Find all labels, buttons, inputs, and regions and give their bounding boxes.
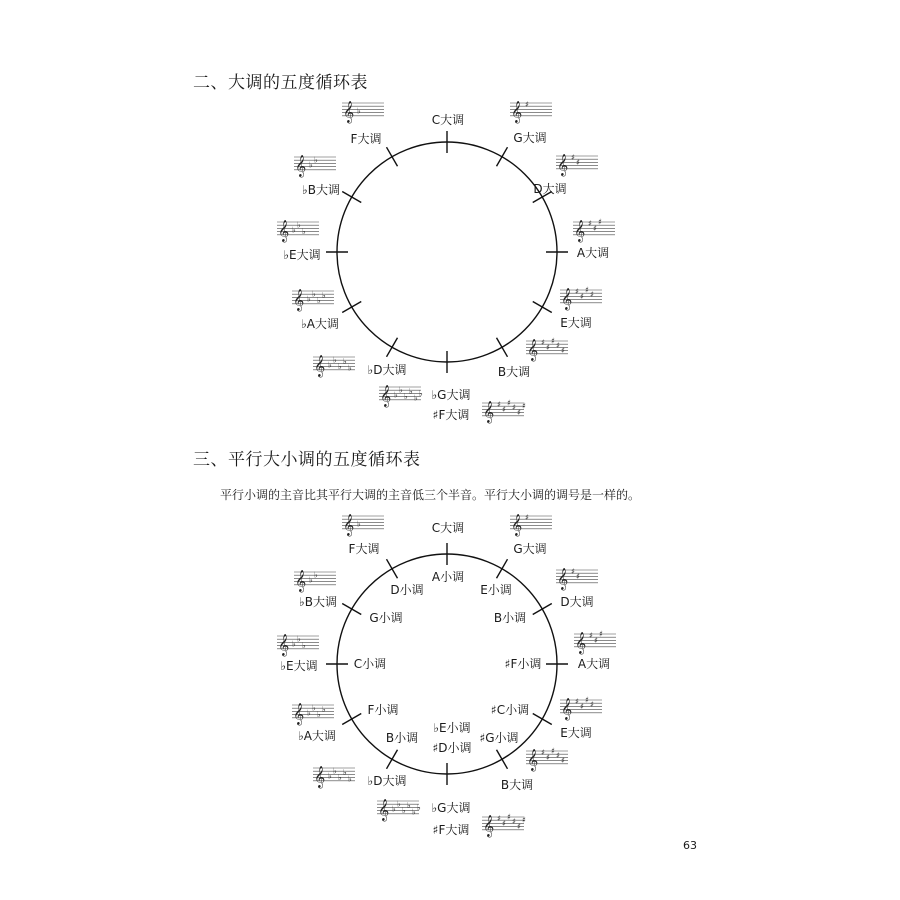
sharp-icon: ♯ [593, 223, 597, 233]
d1-key-signature-staff [313, 355, 355, 378]
d2-tick-mark [342, 604, 361, 615]
d1-major-key-label: D大调 [533, 182, 567, 196]
flat-icon: ♭ [409, 387, 413, 397]
treble-clef-icon: 𝄞 [483, 815, 495, 837]
sharp-icon: ♯ [556, 341, 560, 351]
d1-major-key-label: F大调 [350, 132, 382, 146]
d2-major-key-label: E大调 [560, 726, 592, 740]
d2-major-key-label: D大调 [560, 595, 594, 609]
section-heading-parallel-circle: 三、平行大小调的五度循环表 [193, 450, 421, 470]
treble-clef-icon: 𝄞 [314, 766, 326, 788]
sharp-icon: ♯ [598, 217, 602, 227]
sharp-icon: ♯ [576, 571, 580, 581]
d1-major-key-label: ♭B大调 [302, 183, 340, 197]
sharp-icon: ♯ [497, 400, 501, 409]
d1-major-key-label: ♯F大调 [432, 408, 470, 422]
d1-key-signature-staff [292, 289, 334, 312]
sharp-icon: ♯ [556, 751, 560, 761]
d2-minor-key-label: B小调 [493, 611, 527, 625]
sharp-icon: ♯ [580, 291, 584, 301]
d1-key-signature-staff [294, 155, 336, 178]
d2-major-key-label: F大调 [348, 542, 380, 556]
flat-icon: ♭ [333, 766, 337, 776]
treble-clef-icon: 𝄞 [575, 632, 587, 654]
flat-icon: ♭ [309, 575, 313, 585]
treble-clef-icon: 𝄞 [314, 355, 326, 377]
d2-tick-mark [387, 559, 398, 578]
sharp-icon: ♯ [525, 100, 529, 109]
sharp-icon: ♯ [561, 756, 565, 765]
flat-icon: ♭ [297, 220, 301, 230]
sharp-icon: ♯ [585, 695, 589, 705]
treble-clef-icon: 𝄞 [278, 220, 290, 242]
flat-icon: ♭ [417, 802, 421, 812]
sharp-icon: ♯ [588, 219, 592, 228]
d1-key-signature-staff [556, 153, 598, 177]
flat-icon: ♭ [402, 806, 406, 815]
d1-key-signature-staff [573, 217, 615, 243]
treble-clef-icon: 𝄞 [293, 289, 305, 311]
d2-key-signature-staff [526, 746, 568, 772]
d1-major-key-label: ♭A大调 [301, 317, 339, 331]
flat-icon: ♭ [307, 294, 311, 304]
sharp-icon: ♯ [502, 404, 506, 414]
treble-clef-icon: 𝄞 [293, 703, 305, 725]
d1-tick-mark [387, 338, 398, 357]
d2-major-key-label: C大调 [431, 521, 465, 535]
treble-clef-icon: 𝄞 [561, 698, 573, 720]
sharp-icon: ♯ [541, 748, 545, 757]
sharp-icon: ♯ [541, 338, 545, 347]
flat-icon: ♭ [302, 227, 306, 236]
sharp-icon: ♯ [507, 398, 511, 408]
flat-icon: ♭ [414, 393, 418, 403]
treble-clef-icon: 𝄞 [483, 401, 495, 423]
d2-key-signature-staff [574, 629, 616, 655]
d2-minor-key-label: ♯D小调 [432, 741, 472, 755]
d2-major-key-label: B大调 [500, 778, 534, 792]
treble-clef-icon: 𝄞 [561, 288, 573, 310]
section-heading-major-circle: 二、大调的五度循环表 [193, 73, 368, 93]
treble-clef-icon: 𝄞 [343, 514, 355, 536]
flat-icon: ♭ [412, 807, 416, 817]
sharp-icon: ♯ [522, 401, 526, 411]
flat-icon: ♭ [309, 160, 313, 170]
sharp-icon: ♯ [576, 157, 580, 167]
flat-icon: ♭ [292, 639, 296, 649]
sharp-icon: ♯ [507, 812, 511, 822]
flat-icon: ♭ [404, 392, 408, 401]
d1-tick-mark [497, 338, 508, 357]
d2-minor-key-label: A小调 [431, 570, 465, 584]
d2-major-key-label: ♭E大调 [280, 659, 318, 673]
flat-icon: ♭ [394, 390, 398, 400]
treble-clef-icon: 𝄞 [378, 799, 390, 821]
d2-major-key-label: G大调 [513, 542, 547, 556]
d1-tick-mark [497, 147, 508, 166]
sharp-icon: ♯ [551, 746, 555, 756]
d1-major-key-label: B大调 [497, 365, 531, 379]
d1-major-key-label: G大调 [513, 131, 547, 145]
flat-icon: ♭ [392, 804, 396, 814]
d2-minor-key-label: G小调 [369, 611, 403, 625]
d1-key-signature-staff [379, 385, 423, 408]
treble-clef-icon: 𝄞 [343, 101, 355, 123]
flat-icon: ♭ [314, 155, 318, 165]
d2-key-signature-staff [277, 634, 319, 657]
sharp-icon: ♯ [546, 752, 550, 762]
d1-major-key-label: ♭D大调 [367, 363, 407, 377]
d1-major-key-label: ♭E大调 [283, 248, 321, 262]
d2-minor-key-label: C小调 [353, 657, 387, 671]
flat-icon: ♭ [322, 705, 326, 715]
sharp-icon: ♯ [575, 697, 579, 706]
d1-tick-mark [342, 192, 361, 203]
flat-icon: ♭ [338, 362, 342, 371]
treble-clef-icon: 𝄞 [557, 154, 569, 176]
d2-minor-key-label: ♭E小调 [433, 721, 471, 735]
d2-minor-key-label: F小调 [367, 703, 399, 717]
flat-icon: ♭ [312, 703, 316, 713]
flat-icon: ♭ [302, 641, 306, 650]
d2-major-key-label: ♭B大调 [299, 595, 337, 609]
treble-clef-icon: 𝄞 [278, 634, 290, 656]
sharp-icon: ♯ [589, 631, 593, 640]
flat-icon: ♭ [328, 360, 332, 370]
sharp-icon: ♯ [502, 818, 506, 828]
d1-key-signature-staff [560, 285, 602, 311]
d1-circle-outline [337, 142, 557, 362]
d1-key-signature-staff [277, 220, 319, 243]
d2-key-signature-staff [482, 812, 526, 838]
sharp-icon: ♯ [517, 822, 521, 831]
sharp-icon: ♯ [571, 153, 575, 162]
d1-tick-mark [533, 302, 552, 313]
d2-minor-key-label: ♯C小调 [490, 703, 530, 717]
d1-key-signature-staff [510, 100, 552, 124]
sharp-icon: ♯ [546, 342, 550, 352]
sharp-icon: ♯ [594, 635, 598, 645]
d1-major-key-label: E大调 [560, 316, 592, 330]
flat-icon: ♭ [407, 801, 411, 811]
flat-icon: ♭ [348, 363, 352, 373]
d1-major-key-label: C大调 [431, 113, 465, 127]
d2-major-key-label: ♭D大调 [367, 774, 407, 788]
d2-minor-key-label: ♯F小调 [504, 657, 542, 671]
flat-icon: ♭ [397, 799, 401, 809]
sharp-icon: ♯ [522, 815, 526, 825]
flat-icon: ♭ [343, 768, 347, 778]
d2-tick-mark [533, 604, 552, 615]
flat-icon: ♭ [307, 708, 311, 718]
flat-icon: ♭ [399, 385, 403, 395]
d2-key-signature-staff [556, 567, 598, 591]
flat-icon: ♭ [343, 357, 347, 367]
d2-tick-mark [497, 559, 508, 578]
flat-icon: ♭ [357, 519, 361, 529]
flat-icon: ♭ [312, 289, 316, 299]
d2-key-signature-staff [292, 703, 334, 726]
flat-icon: ♭ [357, 106, 361, 116]
flat-icon: ♭ [333, 355, 337, 365]
d2-minor-key-label: D小调 [390, 583, 424, 597]
treble-clef-icon: 𝄞 [295, 155, 307, 177]
d1-tick-mark [387, 147, 398, 166]
d2-key-signature-staff [377, 799, 421, 822]
flat-icon: ♭ [322, 291, 326, 301]
treble-clef-icon: 𝄞 [511, 514, 523, 536]
d2-major-key-label: ♯F大调 [432, 823, 470, 837]
flat-icon: ♭ [292, 225, 296, 235]
d2-key-signature-staff [313, 766, 355, 789]
d2-major-key-label: A大调 [577, 657, 611, 671]
flat-icon: ♭ [317, 710, 321, 719]
sharp-icon: ♯ [571, 567, 575, 576]
sharp-icon: ♯ [580, 701, 584, 711]
treble-clef-icon: 𝄞 [380, 385, 392, 407]
treble-clef-icon: 𝄞 [527, 339, 539, 361]
sharp-icon: ♯ [590, 700, 594, 710]
flat-icon: ♭ [419, 388, 423, 398]
treble-clef-icon: 𝄞 [574, 220, 586, 242]
flat-icon: ♭ [317, 296, 321, 305]
d2-key-signature-staff [510, 513, 552, 537]
treble-clef-icon: 𝄞 [527, 749, 539, 771]
d1-key-signature-staff [482, 398, 526, 424]
treble-clef-icon: 𝄞 [557, 568, 569, 590]
sharp-icon: ♯ [561, 346, 565, 355]
treble-clef-icon: 𝄞 [511, 101, 523, 123]
sharp-icon: ♯ [575, 287, 579, 296]
page-number: 63 [683, 839, 697, 852]
d2-tick-mark [387, 750, 398, 769]
sharp-icon: ♯ [512, 817, 516, 827]
d2-minor-key-label: ♯G小调 [479, 731, 519, 745]
d2-tick-mark [533, 714, 552, 725]
treble-clef-icon: 𝄞 [295, 570, 307, 592]
sharp-icon: ♯ [512, 403, 516, 413]
sharp-icon: ♯ [497, 814, 501, 823]
d1-major-key-label: A大调 [576, 246, 610, 260]
flat-icon: ♭ [328, 771, 332, 781]
d2-major-key-label: ♭G大调 [431, 801, 471, 815]
sharp-icon: ♯ [590, 290, 594, 300]
intro-paragraph: 平行小调的主音比其平行大调的主音低三个半音。平行大小调的调号是一样的。 [220, 488, 641, 502]
d2-major-key-label: ♭A大调 [298, 729, 336, 743]
d1-key-signature-staff [342, 101, 384, 124]
d2-tick-mark [342, 714, 361, 725]
flat-icon: ♭ [297, 634, 301, 644]
d2-key-signature-staff [294, 570, 336, 593]
d1-key-signature-staff [526, 336, 568, 362]
flat-icon: ♭ [348, 774, 352, 784]
sharp-icon: ♯ [599, 629, 603, 639]
flat-icon: ♭ [314, 570, 318, 580]
d2-minor-key-label: E小调 [480, 583, 512, 597]
d2-tick-mark [497, 750, 508, 769]
flat-icon: ♭ [338, 773, 342, 782]
d2-key-signature-staff [560, 695, 602, 721]
d1-tick-mark [342, 302, 361, 313]
d2-minor-key-label: B小调 [385, 731, 419, 745]
sharp-icon: ♯ [517, 408, 521, 417]
d1-major-key-label: ♭G大调 [431, 388, 471, 402]
sharp-icon: ♯ [585, 285, 589, 295]
sharp-icon: ♯ [551, 336, 555, 346]
sharp-icon: ♯ [525, 513, 529, 522]
d2-key-signature-staff [342, 514, 384, 537]
